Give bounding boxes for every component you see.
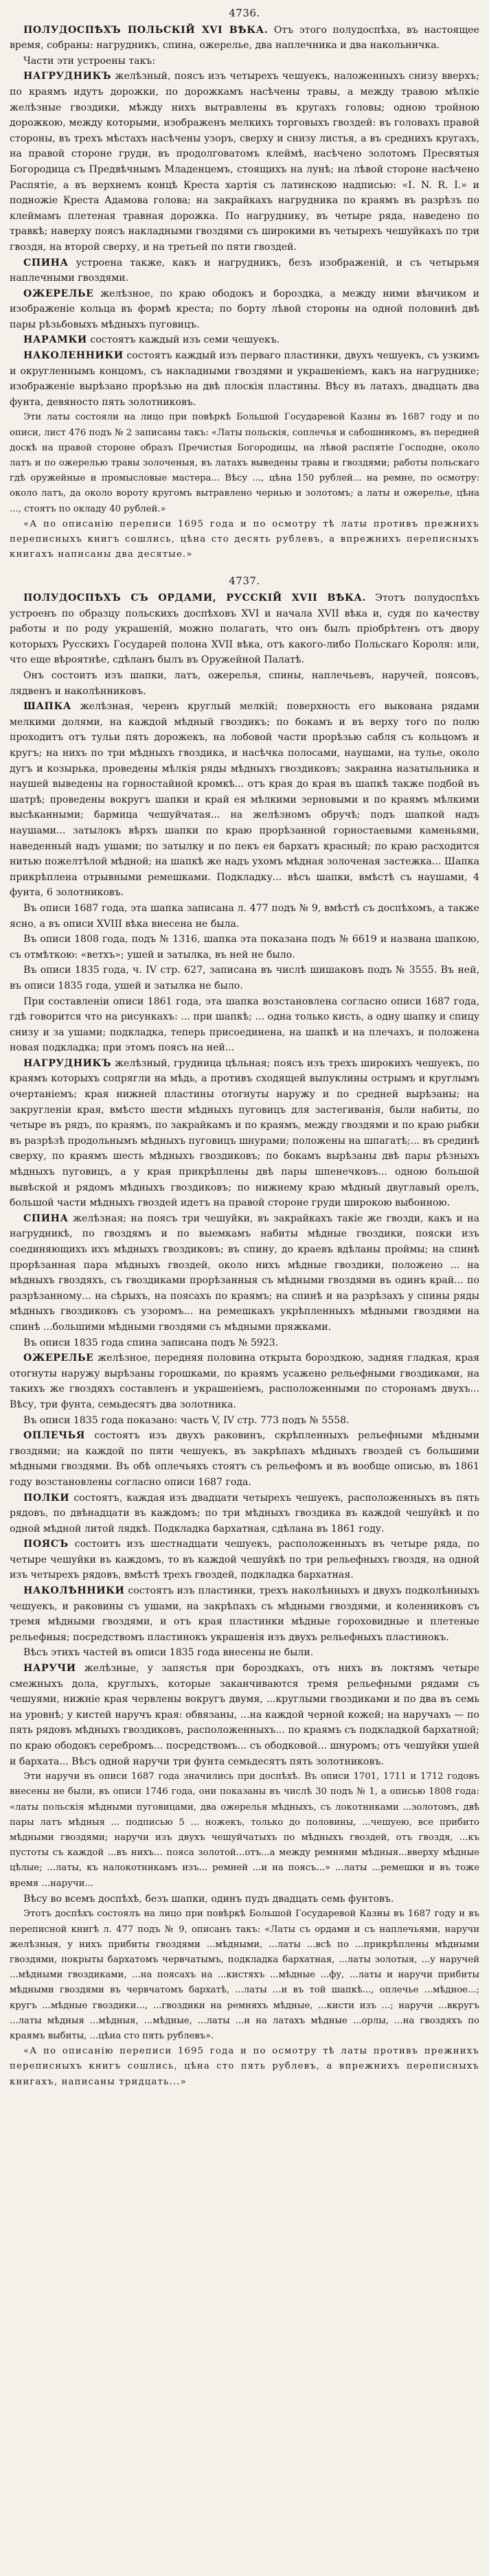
part-heading: НАГРУДНИКЪ [23,1057,112,1069]
part-heading: НАКОЛѢННИКИ [23,1585,125,1597]
paragraph-text: состоятъ каждый изъ перваго пластинки, двухъ чешуекъ, съ узкимъ и округленнымъ концомъ, съ накладными гвоздями и украшеніемъ, какъ на нагруднике; изображеніе вырѣзано прорѣзью на двѣ плоскія пластины. Вѣсу въ латахъ, двадцать два фунта, девяносто пять золотниковъ. [10,350,479,408]
paragraph-text: Въ описи 1687 года, эта шапка записана л. 477 подъ № 9, вмѣстѣ съ доспѣхомъ, а также ясно, а въ описи XVIII вѣка внесена не была. [10,902,479,930]
paragraph [10,410,479,516]
section-polish-halfarmor [10,23,479,563]
paragraph [10,348,479,410]
part-heading: НАГРУДНИКЪ [23,71,112,82]
paragraph [10,1350,479,1412]
paragraph-text: желѣзная, черенъ круглый мелкій; поверхность его выкована рядами мелкими долями, на каждой мѣдный гвоздикъ; по бокамъ и въ верху того по полю проходитъ отъ тульи пять дорожекъ, на лобовой части прорѣзью сабля съ кольцомъ и кругъ; на нихъ по три мѣдныхъ гвоздика, и насѣчка полосами, наушами, на тулье, около дугъ и козырька, проведены мѣлкія ряды мѣдныхъ гвоздиковъ; закраина назатыльника и наушей выведены на горностайной кромкѣ... отъ края до края въ шапкѣ также подбой въ шатрѣ; проведены вокругъ шапки и край ея мѣлкими зерновыми и по краямъ мѣлкими высѣканными; бармица чешуйчатая... на желѣзномъ обручѣ; подъ шапкой надъ наушами... затылокъ вѣрхъ шапки по краю прорѣзанной горностаевыми каменьями, наведенный надъ ушами; по затылку и по пекъ ея бархатъ красный; по краю расходится нитью пожелтѣлой мѣдной; на шапкѣ же надъ ухомъ мѣдная золоченая застежка... Шапка прикрѣплена отрывными ремешками. Подкладку... вѣсъ шапки, вмѣстѣ съ наушами, 4 фунта, 6 золотниковъ. [10,701,479,899]
paragraph-text: Вѣсъ этихъ частей въ описи 1835 года внесены не были. [23,1647,314,1659]
paragraph-text: устроена также, какъ и нагрудникъ, безъ изображеній, и съ четырьмя наплечными гвоздями. [10,257,479,284]
paragraph [10,1891,479,1907]
part-heading: НАРУЧИ [23,1663,76,1675]
paragraph-text: При составленіи описи 1861 года, эта шапка возстановлена согласно описи 1687 года, гдѣ говорится что на рисункахъ: ... при шапкѣ; ... одна только кисть, а одну шапку и спицу снизу и за ушами; подкладка, теперь присоединена, на шапкѣ и на плечахъ, и положена новая подкладка; при этомъ поясъ на ней... [10,996,479,1054]
paragraph [10,1537,479,1583]
part-heading: СПИНА [23,1212,69,1224]
paragraph [10,1645,479,1661]
paragraph [10,1335,479,1351]
paragraph-text: Части эти устроены такъ: [23,55,156,67]
paragraph-text: «А по описанію переписи 1695 года и по осмотру тѣ латы противъ прежнихъ переписныхъ книгъ сошлись, цѣна сто пять рублевъ, а впрежнихъ переписныхъ книгахъ, написаны тридцать...» [10,2046,479,2087]
paragraph-text: состоятъ каждый изъ семи чешуекъ. [90,334,280,346]
paragraph [10,332,479,348]
paragraph [10,1056,479,1211]
paragraph [10,1583,479,1645]
paragraph [10,54,479,69]
paragraph-text: желѣзные, у запястья при бороздкахъ, отъ нихъ въ локтямъ четыре смежныхъ дола, круглыхъ, которые заканчиваются тремя рельефными рядами съ чешуями, нижніе края червлены вокругъ двумя, ...круглыми гвоздиками и по два въ семь на уровнѣ; у кистей наручъ края: обвязаны, ...на каждой черной кожей; на наручахъ — по пять рядовъ мѣдныхъ гвоздиковъ, расположенныхъ... по краямъ съ подкладкой бархатной; по краю ободокъ серебромъ... посредствомъ... съ ободковой... шнуромъ; отъ чешуйки ушей и бархата... Вѣсъ одной наручи три фунта семьдесятъ пять золотниковъ. [10,1663,479,1767]
paragraph [10,1211,479,1335]
paragraph [10,963,479,993]
part-heading: НАРАМКИ [23,334,87,346]
part-heading: СПИНА [23,257,69,268]
section-heading: ПОЛУДОСПѢХЪ ПОЛЬСКІЙ XVI ВѢКА. [23,24,269,36]
paragraph-text: Эти наручи въ описи 1687 года значились при доспѣхѣ. Въ описи 1701, 1711 и 1712 годовъ внесены не были, въ описи 1746 года, они показаны въ числѣ 30 подъ № 1, а описью 1808 года: «латы польскія мѣдными пуговицами, два ожерелья мѣдныхъ, съ локотниками ...золотомъ, двѣ пары латъ мѣдныя ... подписью 5 ... ножекъ, только до половины, ...чешуею, все прибито мѣдными гвоздями; наручи изъ двухъ чешуйчатыхъ по мѣдныхъ гвоздей, отъ гвоздя, ...къ пустоты съ каждой ...въ нихъ... пояса золотой...отъ...а между ремнями мѣдныя...вверху мѣдные цѣлые; ...латы, къ налокотникамъ изъ... ремней ...и на поясъ...» ...латы ...ремешки и въ тоже время ...наручи... [10,1771,479,1889]
paragraph [10,1413,479,1429]
part-heading: ОЖЕРЕЛЬЕ [23,288,94,299]
paragraph [10,23,479,54]
paragraph [10,699,479,901]
paragraph-text: состоятъ, каждая изъ двадцати четырехъ чешуекъ, расположенныхъ въ пять рядовъ, по двѣнадцати въ каждомъ; по три мѣдныхъ гвоздика въ каждой чешуйкѣ и по одной мѣдной литой лядкѣ. Подкладка бархатная, сдѣлана въ 1861 году. [10,1492,479,1534]
paragraph-text: состоятъ изъ пластинки, трехъ наколѣнныхъ и двухъ подколѣнныхъ чешуекъ, и раковины съ ушами, на закрѣпахъ съ мѣдными гвоздями, и коленниковъ съ тремя мѣдными гвоздями, и отъ края пластинки мѣдные гороховидные и плетеные рельефныя; посредствомъ пластинокъ украшенія изъ двухъ рельефныхъ пластинокъ. [10,1585,480,1643]
paragraph [10,286,479,333]
page-number-middle: 4737. [229,575,260,588]
paragraph [10,590,479,668]
part-heading: ПОЯСЪ [23,1539,69,1550]
part-heading: ПОЛКИ [23,1492,70,1504]
paragraph [10,1661,479,1769]
part-heading: ОЖЕРЕЛЬЕ [23,1353,94,1364]
paragraph-text: Этотъ полудоспѣхъ устроенъ по образцу польскихъ доспѣховъ XVI и начала XVII вѣка и, судя по качеству работы и по роду украшеній, можно полагать, что онъ былъ пріобрѣтенъ отъ двору которыхъ Русскихъ Государей полона XVII вѣка, отъ какого-либо Польскаго Короля: или, что еще вѣроятнѣе, сдѣланъ былъ въ Оружейной Палатѣ. [10,593,479,666]
paragraph [10,1769,479,1891]
paragraph [10,255,479,286]
paragraph [10,901,479,932]
paragraph-text: Онъ состоитъ изъ шапки, латъ, ожерелья, спины, наплечьевъ, наручей, поясовъ, лядвенъ и наколѣнниковъ. [10,670,479,697]
paragraph-text: состоитъ изъ шестнадцати чешуекъ, расположенныхъ въ четыре ряда, по четыре чешуйки въ каждомъ, то въ каждой чешуйкѣ по три рельефныхъ гвоздя, на одной изъ четырехъ рядовъ, вмѣстѣ трехъ гвоздей, подкладка бархатная. [10,1539,479,1581]
paragraph-text: Въ описи 1835 года показано: часть V, IV стр. 773 подъ № 5558. [23,1414,350,1426]
paragraph-text: желѣзный, грудница цѣльная; поясъ изъ трехъ широкихъ чешуекъ, по краямъ которыхъ сопрягли на мѣдь, а противъ сходящей выпуклины острымъ и круглымъ очертаніемъ; края нижней пластины отогнуты наружу и по средней вырѣзаны; на закругленіи края, вмѣсто шести мѣдныхъ пуговицъ для застегиванія, были набиты, по четыре въ рядъ, по краямъ, по закрайкамъ и по краямъ, между гвоздями и по краю рыбки въ разрѣзѣ продольнымъ мѣдныхъ пуговицъ шнурами; положены на шпагатѣ;... въ срединѣ сверху, по краямъ шесть мѣдныхъ гвоздиковъ; по бокамъ вырѣзаны двѣ пары рѣзныхъ мѣдныхъ пуговицъ, а у края прикрѣплены двѣ пары шпенечковъ... одною большой вывѣской и рядомъ мѣдныхъ гвоздиковъ; по нижнему краю мѣдный двуглавый орелъ, большой части мѣдныхъ гвоздей идетъ на правой стороне груди широкою выбоиною. [10,1057,479,1209]
section-heading: ПОЛУДОСПѢХЪ СЪ ОРДАМИ, РУССКІЙ XVII ВѢКА. [23,593,366,604]
paragraph [10,1907,479,2044]
paragraph-text: желѣзное, по краю ободокъ и бороздка, а между ними вѣнчиком и изображеніе кольца въ формѣ креста; по борту лѣвой стороны на одной половинѣ двѣ пары рѣзьбовыхъ мѣдныхъ пуговицъ. [10,288,479,330]
paragraph-text: состоятъ изъ двухъ раковинъ, скрѣпленныхъ рельефными мѣдными гвоздями; на каждой по пяти чешуекъ, въ закрѣпахъ мѣдныхъ гвоздей съ большими мѣдными гвоздями. Въ обѣ оплечьяхъ стоятъ съ рельефомъ и въ вообще описью, въ 1861 году возстановлены согласно описи 1687 года. [10,1430,480,1488]
paragraph [10,2044,479,2090]
paragraph [10,994,479,1056]
paragraph-text: Отъ этого полудоспѣха, въ настоящее время, собраны: нагрудникъ, спина, ожерелье, два наплечника и два накольничка. [10,24,479,51]
paragraph [10,1491,479,1537]
paragraph [10,69,479,255]
paragraph-text: «А по описанію переписи 1695 года и по осмотру тѣ латы противъ прежнихъ переписныхъ книгъ сошлись, цѣна сто десять рублевъ, а впрежнихъ переписныхъ книгахъ написаны два десятые.» [10,518,479,560]
paragraph-text: Въ описи 1835 года спина записана подъ № 5923. [23,1337,279,1348]
paragraph [10,1428,479,1490]
paragraph-text: Этотъ доспѣхъ состоялъ на лицо при повѣркѣ Большой Государевой Казны въ 1687 году и въ переписной книгѣ л. 477 подъ № 9, описанъ такъ: «Латы съ ордами и съ наплечьями, наручи желѣзныя, у нихъ прибиты гвоздями ...мѣдными, ...латы ...всѣ по ...прикрѣплены мѣдными гвоздями, покрыты бархатомъ червчатымъ, подкладка бархатная, ...латы золотыя, ...у наручей ...мѣдными гвоздиками, ...на поясахъ на ...кистяхъ ...мѣдные ...фу, ...латы и наручи прибиты мѣдными гвоздями въ червчатомъ бархатѣ, ...латы ...и въ той шапкѣ..., оплечье ...мѣдное...; кругъ ...мѣдные гвоздики..., ...гвоздики на ремняхъ мѣдные, ...кисти изъ ...; наручи ...вкругъ ...латы мѣдныя ...мѣдныя, ...мѣдные, ...латы ...и на латахъ мѣдные ...орлы, ...на гвоздяхъ по краямъ выбиты, ...цѣна сто пять рублевъ». [10,1909,479,2042]
part-heading: ШАПКА [23,701,71,713]
paragraph [10,932,479,963]
paragraph-text: Въ описи 1808 года, подъ № 1316, шапка эта показана подъ № 6619 и названа шапкою, съ отмѣткою: «ветхъ»; ушей и затылка, въ ней не было. [10,934,479,961]
paragraph-text: желѣзная; на поясъ три чешуйки, въ закрайкахъ такіе же гвозди, какъ и на нагрудникѣ, по гвоздямъ и по выемкамъ набиты мѣдные гвоздики, пояски изъ соединяющихъ ихъ мѣдныхъ гвоздиковъ; въ спину, до краевъ вдѣланы проймы; на спинѣ прорѣзанная пара мѣдныхъ гвоздей, около нихъ мѣдные гвоздики, положено ... на мѣдныхъ гвоздяхъ, съ гвоздиками прорѣзанныя съ мѣдными гвоздями въ одинъ край... по разрѣзанному... на сѣрыхъ, на поясахъ по краямъ; на спинѣ и на разрѣзахъ у спины ряды мѣдныхъ гвоздиковъ съ узоромъ... на ремешкахъ укрѣпленныхъ мѣдными гвоздями на спинѣ ...большими мѣдными гвоздями съ мѣдными пряжками. [10,1212,479,1333]
paragraph [10,668,479,699]
part-heading: ОПЛЕЧЬЯ [23,1430,85,1442]
paragraph-text: Эти латы состояли на лицо при повѣркѣ Большой Государевой Казны въ 1687 году и по описи, лист 476 подъ № 2 записаны такъ: «Латы польскія, соплечья и сабошникомъ, въ передней доскѣ на правой стороне образъ Пречистыя Богородицы, на лѣвой распятіе Господне, около латъ и по ожерелью травы золоченыя, въ латахъ выведены травы и гвоздями; работы польскаго гдѣ оружейные и промысловые мастера... Вѣсу ..., цѣна 150 рублей... на ремне, по осмотру: около латъ, да около вороту кругомъ вытравлено чернью и золотомъ; а латы и ожерелье, цѣна ..., стоятъ по окладу 40 рублей.» [10,412,479,514]
section-russian-halfarmor [10,590,479,2090]
paragraph-text: Вѣсу во всемъ доспѣхѣ, безъ шапки, одинъ пудъ двадцать семь фунтовъ. [23,1893,394,1905]
part-heading: НАКОЛЕННИКИ [23,350,124,362]
paragraph-text: Въ описи 1835 года, ч. IV стр. 627, записана въ числѣ шишаковъ подъ № 3555. Въ ней, въ описи 1835 года, ушей и затылка не было. [10,965,479,991]
paragraph-text: желѣзный, поясъ изъ четырехъ чешуекъ, наложенныхъ снизу вверхъ; по краямъ идутъ дорожки, по дорожкамъ насѣчены травы, а между травою мѣлкіе желѣзные гвоздики, мѣжду нихъ вытравлены въ кругахъ головы; одною тройною дорожкою, между которыми, изображенъ мелкихъ торговыхъ гвоздей: въ головахъ правой стороны, въ трехъ мѣстахъ насѣчены узоръ, сверху и снизу листья, а въ среднихъ кругахъ, на правой стороне груди, въ продолговатомъ клеймѣ, насѣчено золотомъ Пресвятыя Богородица съ Предвѣчнымъ Младенцемъ, стоящихъ на лунѣ; на лѣвой стороне насѣчено Распятіе, а въ верхнемъ концѣ Креста хартія съ латинскою надписью: «I. N. R. I.» и подножіе Креста Адамова голова; на закрайкахъ нагрудника по краямъ въ разрѣзъ по клеймамъ плетеная травная дорожка. По нагруднику, въ четыре ряда, наведено по травкѣ; наверху поясъ накладными гвоздями съ широкими въ четырехъ чешуйкахъ по три гвоздя, на второй сверху, и на третьей по пяти гвоздей. [10,71,479,253]
paragraph-text: желѣзное, передняя половина открыта бороздкою, задняя гладкая, края отогнуты наружу вырѣзаны горошками, по краямъ усажено рельефными гвоздиками, на такихъ же гвоздяхъ составленъ и украшеніемъ, расположенными по сторонамъ двухъ... Вѣсу, три фунта, семьдесятъ два золотника. [10,1353,479,1410]
page-number-top: 4736. [229,7,260,19]
paragraph [10,517,479,563]
